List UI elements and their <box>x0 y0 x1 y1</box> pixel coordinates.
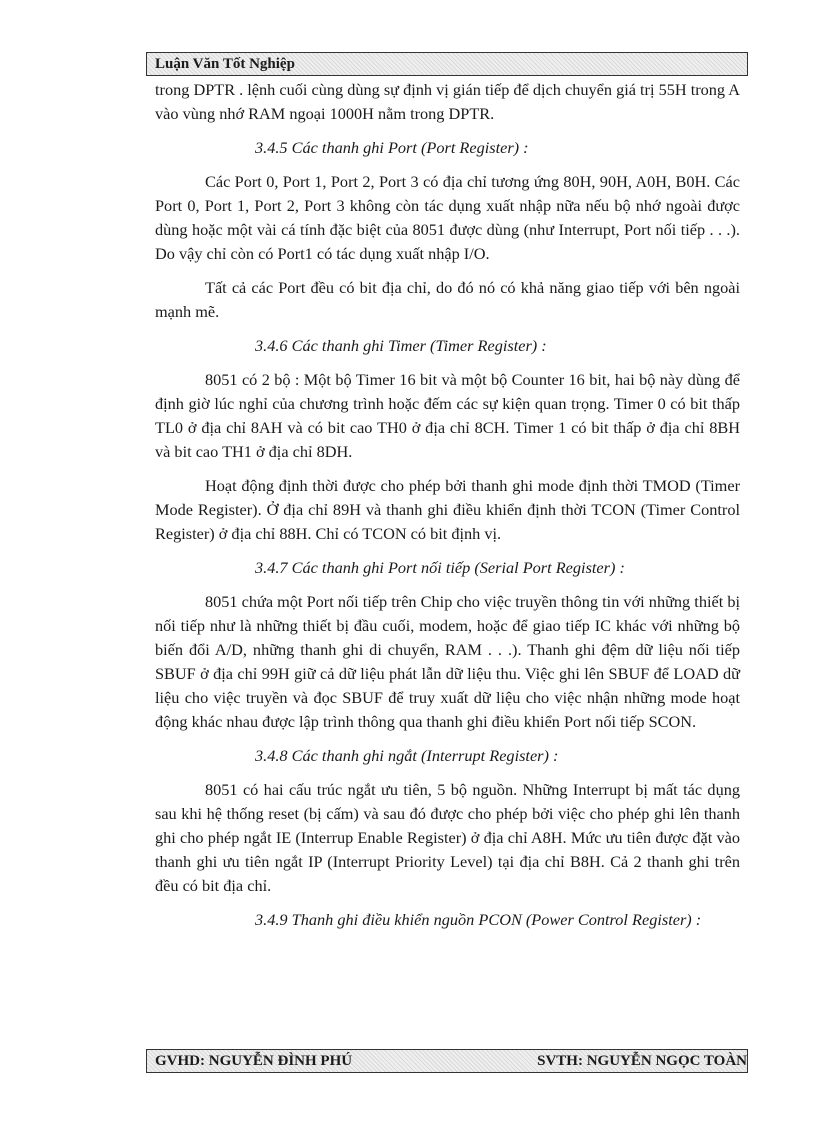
page-header-band <box>146 52 748 76</box>
heading-port-register: 3.4.5 Các thanh ghi Port (Port Register) : <box>255 138 529 157</box>
footer-student: SVTH: NGUYỄN NGỌC TOÀN <box>537 1053 747 1069</box>
heading-interrupt-register: 3.4.8 Các thanh ghi ngắt (Interrupt Register) : <box>255 746 559 765</box>
header-title: Luận Văn Tốt Nghiệp <box>155 56 295 72</box>
paragraph-tmod-tcon: Hoạt động định thời được cho phép bởi thanh ghi mode định thời TMOD (Timer Mode Register). Ở địa chỉ 89H và thanh ghi điều khiển định thời TCON (Timer Control Register) ở địa chỉ 88H. Chỉ có TCON có bit định vị. <box>155 476 740 543</box>
heading-pcon-register: 3.4.9 Thanh ghi điều khiển nguồn PCON (Power Control Register) : <box>255 910 702 929</box>
paragraph-dptr: trong DPTR . lệnh cuối cùng dùng sự định vị gián tiếp để dịch chuyển giá trị 55H trong A vào vùng nhớ RAM ngoại 1000H nằm trong DPTR. <box>155 80 740 123</box>
heading-timer-register: 3.4.6 Các thanh ghi Timer (Timer Register) : <box>255 336 547 355</box>
paragraph-port-addresses: Các Port 0, Port 1, Port 2, Port 3 có địa chỉ tương ứng 80H, 90H, A0H, B0H. Các Port 0, Port 1, Port 2, Port 3 không còn tác dụng xuất nhập nữa nếu bộ nhớ ngoài được dùng hoặc một vài cá tính đặc biệt của 8051 được dùng (như Interrupt, Port nối tiếp . . .). Do vậy chỉ còn có Port1 có tác dụng xuất nhập I/O. <box>155 172 740 263</box>
paragraph-timer-counter: 8051 có 2 bộ : Một bộ Timer 16 bit và một bộ Counter 16 bit, hai bộ này dùng để định giờ lúc nghỉ của chương trình hoặc đếm các sự kiện quan trọng. Timer 0 có bit thấp TL0 ở địa chỉ 8AH và có bit cao TH0 ở địa chỉ 8CH. Timer 1 có bit thấp ở địa chỉ 8BH và bit cao TH1 ở địa chỉ 8DH. <box>155 370 740 461</box>
page-footer-band <box>146 1049 748 1073</box>
document-body <box>155 78 740 942</box>
paragraph-interrupt: 8051 có hai cấu trúc ngắt ưu tiên, 5 bộ nguồn. Những Interrupt bị mất tác dụng sau khi hệ thống reset (bị cấm) và sau đó được cho phép bởi việc cho phép ghi lên thanh ghi cho phép ngắt IE (Interrup Enable Register) ở địa chỉ A8H. Mức ưu tiên được đặt vào thanh ghi ưu tiên ngắt IP (Interrupt Priority Level) tại địa chỉ B8H. Cả 2 thanh ghi trên đều có bit địa chỉ. <box>155 780 740 895</box>
heading-serial-port-register: 3.4.7 Các thanh ghi Port nối tiếp (Serial Port Register) : <box>255 558 625 577</box>
footer-advisor: GVHD: NGUYỄN ĐÌNH PHÚ <box>155 1053 353 1069</box>
paragraph-port-bit-address: Tất cả các Port đều có bit địa chỉ, do đó nó có khả năng giao tiếp với bên ngoài mạnh mẽ. <box>155 278 740 321</box>
paragraph-serial-port: 8051 chứa một Port nối tiếp trên Chip cho việc truyền thông tin với những thiết bị nối tiếp như là những thiết bị đầu cuối, modem, hoặc để giao tiếp IC khác với những bộ biến đổi A/D, những thanh ghi di chuyển, RAM . . .). Thanh ghi đệm dữ liệu nối tiếp SBUF ở địa chỉ 99H giữ cả dữ liệu phát lẫn dữ liệu thu. Việc ghi lên SBUF để LOAD dữ liệu cho việc truyền và đọc SBUF để truy xuất dữ liệu cho việc nhận những mode hoạt động khác nhau được lập trình thông qua thanh ghi điều khiển Port nối tiếp SCON. <box>155 592 740 731</box>
